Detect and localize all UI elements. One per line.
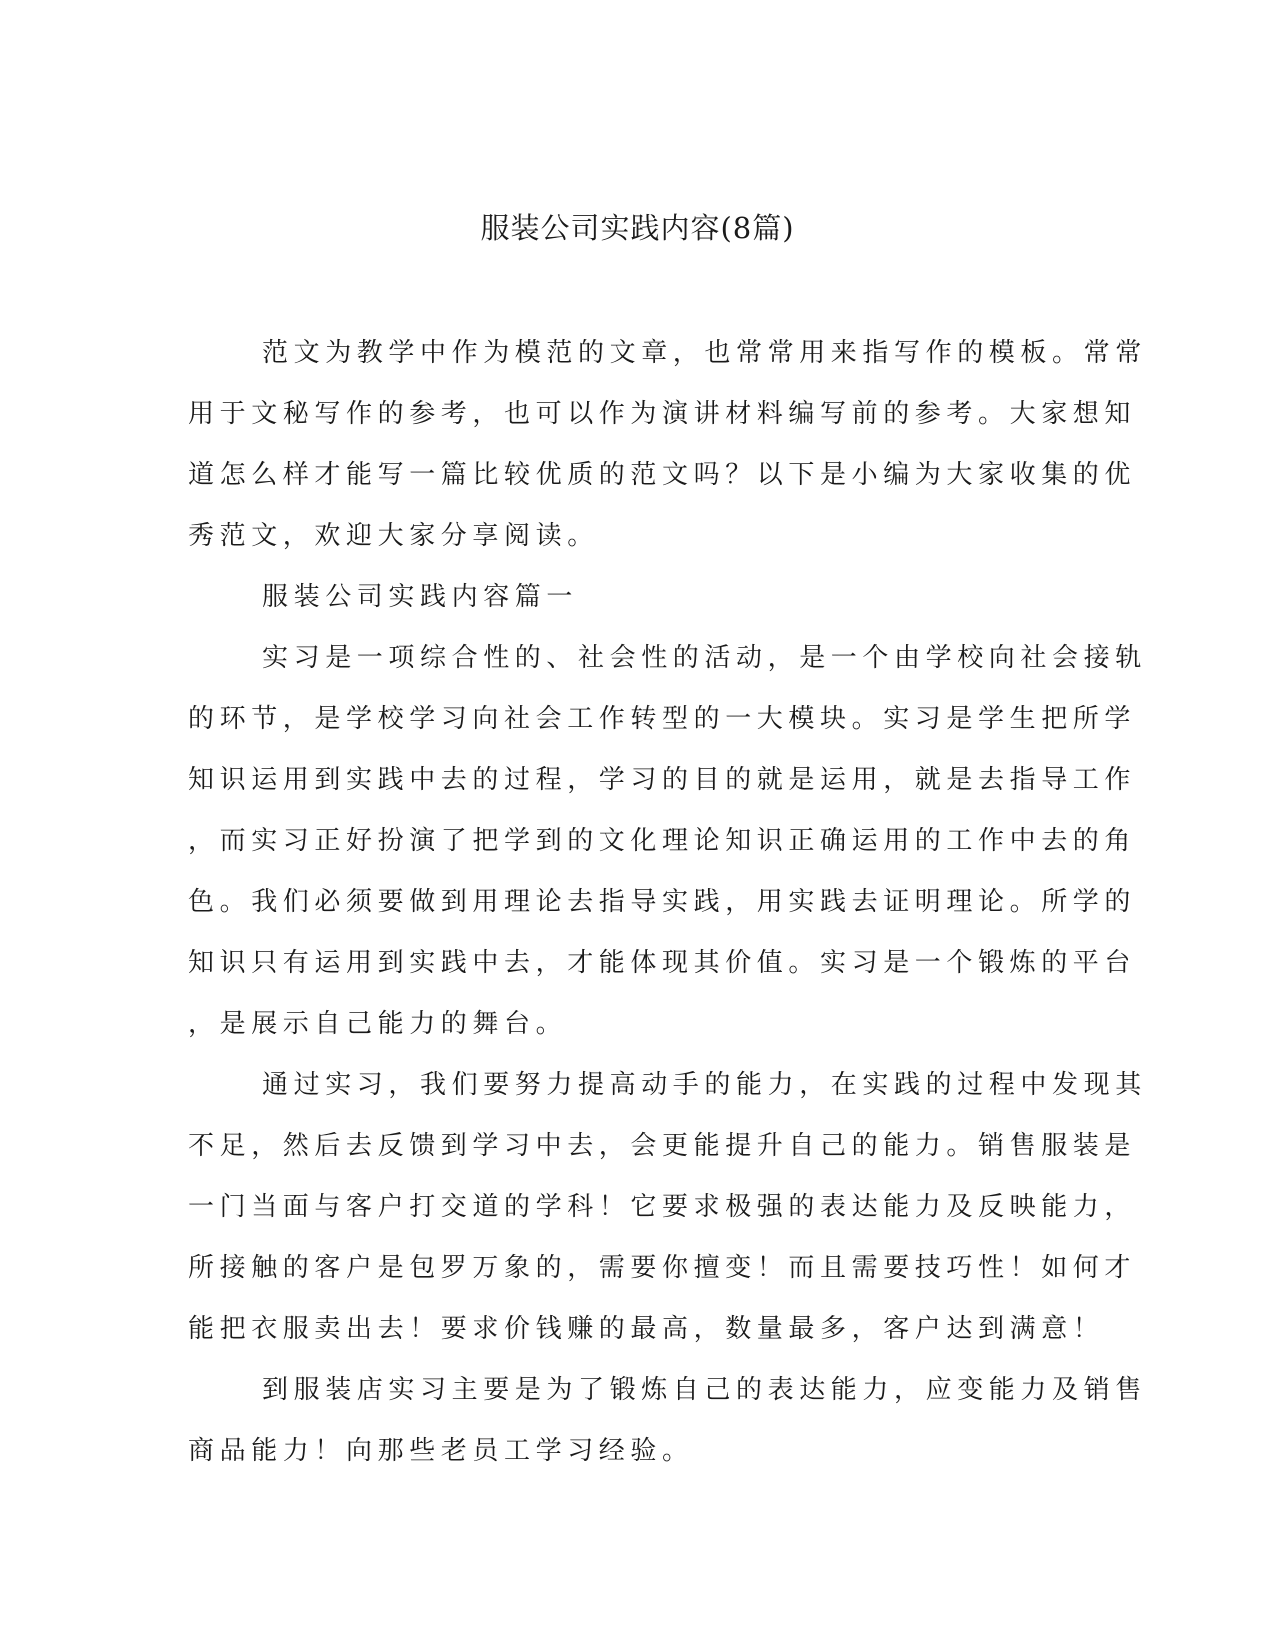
text-line: 实习是一项综合性的、社会性的活动，是一个由学校向社会接轨	[262, 643, 1147, 673]
section-heading: 服装公司实践内容篇一	[262, 582, 579, 612]
text-line: ，而实习正好扮演了把学到的文化理论知识正确运用的工作中去的角	[188, 826, 1137, 856]
text-line: 知识运用到实践中去的过程，学习的目的就是运用，就是去指导工作	[188, 765, 1137, 795]
text-line: 通过实习，我们要努力提高动手的能力，在实践的过程中发现其	[262, 1070, 1147, 1100]
text-line: 用于文秘写作的参考，也可以作为演讲材料编写前的参考。大家想知	[188, 399, 1137, 429]
text-line: 知识只有运用到实践中去，才能体现其价值。实习是一个锻炼的平台	[188, 948, 1137, 978]
text-line: 能把衣服卖出去！要求价钱赚的最高，数量最多，客户达到满意！	[188, 1314, 1105, 1344]
text-line: 范文为教学中作为模范的文章，也常常用来指写作的模板。常常	[262, 338, 1147, 368]
text-line: 道怎么样才能写一篇比较优质的范文吗？以下是小编为大家收集的优	[188, 460, 1137, 490]
text-line: 的环节，是学校学习向社会工作转型的一大模块。实习是学生把所学	[188, 704, 1137, 734]
text-line: 不足，然后去反馈到学习中去，会更能提升自己的能力。销售服装是	[188, 1131, 1137, 1161]
text-line: 秀范文，欢迎大家分享阅读。	[188, 521, 599, 551]
text-line: 到服装店实习主要是为了锻炼自己的表达能力，应变能力及销售	[262, 1375, 1147, 1405]
document-body	[188, 323, 1147, 1482]
text-line: ，是展示自己能力的舞台。	[188, 1009, 568, 1039]
text-line: 所接触的客户是包罗万象的，需要你擅变！而且需要技巧性！如何才	[188, 1253, 1137, 1283]
text-line: 一门当面与客户打交道的学科！它要求极强的表达能力及反映能力，	[188, 1192, 1137, 1222]
text-line: 商品能力！向那些老员工学习经验。	[188, 1436, 694, 1466]
document-title: 服装公司实践内容(8篇)	[480, 211, 795, 245]
text-line: 色。我们必须要做到用理论去指导实践，用实践去证明理论。所学的	[188, 887, 1137, 917]
